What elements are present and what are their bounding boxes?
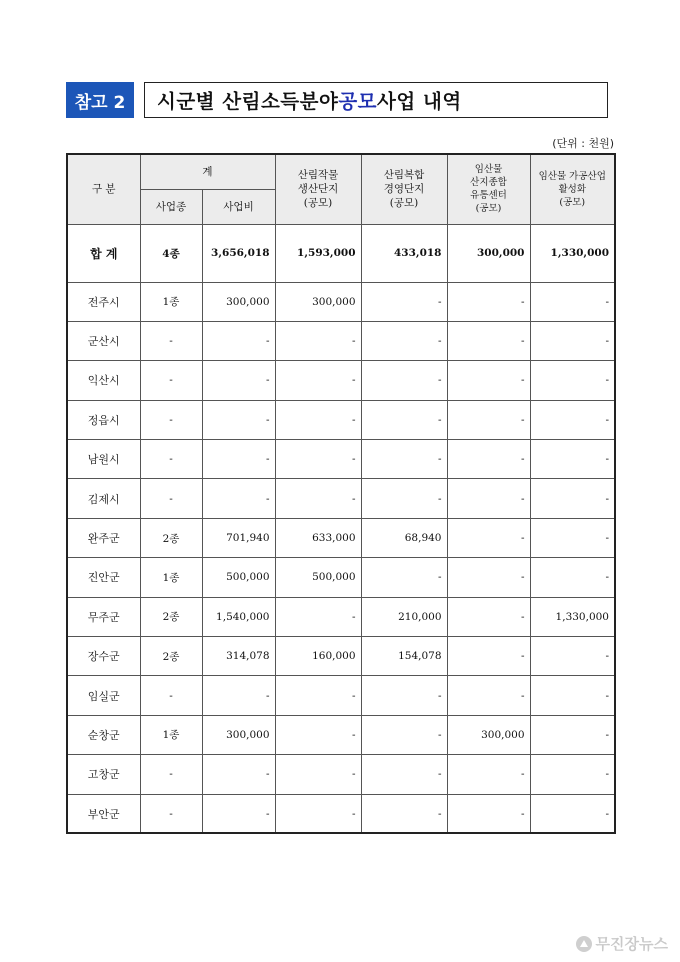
row-c3: - — [447, 558, 530, 597]
row-cost: - — [202, 755, 275, 794]
mountain-logo-icon — [576, 936, 592, 952]
row-c3: - — [447, 755, 530, 794]
row-c4: - — [530, 755, 615, 794]
unit-label: (단위 : 천원) — [552, 137, 614, 150]
reference-tag: 참고 2 — [66, 82, 134, 118]
row-c2: - — [361, 794, 447, 833]
total-c1: 1,593,000 — [275, 224, 361, 282]
row-c2: - — [361, 282, 447, 321]
row-c2: 68,940 — [361, 518, 447, 557]
row-cost: 701,940 — [202, 518, 275, 557]
row-count: 1종 — [140, 715, 202, 754]
page-title — [144, 82, 608, 118]
header-col1-line1: 산림작물 — [297, 169, 339, 182]
row-c3: - — [447, 361, 530, 400]
total-count: 4종 — [140, 224, 202, 282]
row-name: 정읍시 — [67, 400, 140, 439]
header-col2-line1: 산림복합 — [383, 169, 425, 182]
row-c1: - — [275, 440, 361, 479]
total-cost: 3,656,018 — [202, 224, 275, 282]
row-c4: - — [530, 321, 615, 360]
project-table — [66, 153, 616, 834]
row-c1: - — [275, 361, 361, 400]
row-c1: - — [275, 676, 361, 715]
row-c3: - — [447, 518, 530, 557]
row-c3: - — [447, 400, 530, 439]
row-c1: - — [275, 755, 361, 794]
row-c1: - — [275, 597, 361, 636]
row-c3: - — [447, 282, 530, 321]
row-count: - — [140, 400, 202, 439]
table-row — [67, 321, 615, 360]
title-text-highlight: 공모 — [338, 90, 378, 113]
row-cost: 300,000 — [202, 715, 275, 754]
row-count: 1종 — [140, 282, 202, 321]
row-c1: 500,000 — [275, 558, 361, 597]
table-row — [67, 440, 615, 479]
row-c4: - — [530, 637, 615, 676]
table-row — [67, 282, 615, 321]
row-c4: - — [530, 440, 615, 479]
row-c3: - — [447, 597, 530, 636]
header-cost: 사업비 — [202, 189, 275, 224]
row-c3: 300,000 — [447, 715, 530, 754]
header-col1-line3: (공모) — [303, 197, 333, 210]
row-c1: 160,000 — [275, 637, 361, 676]
row-c4: - — [530, 558, 615, 597]
row-c2: - — [361, 479, 447, 518]
row-c2: 210,000 — [361, 597, 447, 636]
row-cost: - — [202, 321, 275, 360]
row-c4: - — [530, 518, 615, 557]
row-count: - — [140, 361, 202, 400]
header-col3-line4: (공모) — [475, 203, 502, 215]
row-name: 장수군 — [67, 637, 140, 676]
table-row — [67, 597, 615, 636]
header-col3 — [447, 154, 530, 224]
row-c1: - — [275, 321, 361, 360]
row-count: 2종 — [140, 518, 202, 557]
row-count: - — [140, 440, 202, 479]
row-name: 군산시 — [67, 321, 140, 360]
row-name: 고창군 — [67, 755, 140, 794]
table-row — [67, 518, 615, 557]
row-c1: 300,000 — [275, 282, 361, 321]
header-col2 — [361, 154, 447, 224]
row-c3: - — [447, 676, 530, 715]
row-c4: 1,330,000 — [530, 597, 615, 636]
row-name: 진안군 — [67, 558, 140, 597]
row-c3: - — [447, 637, 530, 676]
row-c4: - — [530, 676, 615, 715]
row-c1: - — [275, 400, 361, 439]
row-name: 익산시 — [67, 361, 140, 400]
row-name: 순창군 — [67, 715, 140, 754]
header-col4-line2: 활성화 — [558, 183, 587, 195]
table-row — [67, 715, 615, 754]
row-cost: - — [202, 479, 275, 518]
row-c1: - — [275, 794, 361, 833]
row-cost: - — [202, 676, 275, 715]
row-c3: - — [447, 440, 530, 479]
row-count: - — [140, 755, 202, 794]
row-name: 남원시 — [67, 440, 140, 479]
row-c4: - — [530, 282, 615, 321]
row-name: 무주군 — [67, 597, 140, 636]
row-count: 2종 — [140, 637, 202, 676]
row-count: 1종 — [140, 558, 202, 597]
total-row — [67, 224, 615, 282]
total-name: 합 계 — [67, 224, 140, 282]
header-col4-line1: 임산물 가공산업 — [538, 170, 606, 182]
row-c3: - — [447, 794, 530, 833]
row-c1: - — [275, 715, 361, 754]
row-name: 김제시 — [67, 479, 140, 518]
row-c4: - — [530, 361, 615, 400]
table-row — [67, 361, 615, 400]
header-count: 사업종 — [140, 189, 202, 224]
row-name: 임실군 — [67, 676, 140, 715]
row-c4: - — [530, 794, 615, 833]
row-c2: - — [361, 676, 447, 715]
row-cost: - — [202, 400, 275, 439]
row-c4: - — [530, 400, 615, 439]
row-c2: - — [361, 400, 447, 439]
row-cost: - — [202, 440, 275, 479]
row-c4: - — [530, 479, 615, 518]
watermark — [576, 933, 668, 954]
row-cost: 1,540,000 — [202, 597, 275, 636]
row-c2: - — [361, 361, 447, 400]
row-c2: - — [361, 440, 447, 479]
row-cost: 500,000 — [202, 558, 275, 597]
header-col2-line3: (공모) — [389, 197, 419, 210]
header-col1-line2: 생산단지 — [297, 183, 339, 196]
table-row — [67, 479, 615, 518]
row-c4: - — [530, 715, 615, 754]
table-row — [67, 558, 615, 597]
row-c2: - — [361, 321, 447, 360]
total-c4: 1,330,000 — [530, 224, 615, 282]
row-count: 2종 — [140, 597, 202, 636]
header-col3-line1: 임산물 — [474, 164, 503, 176]
row-cost: 314,078 — [202, 637, 275, 676]
row-name: 완주군 — [67, 518, 140, 557]
row-c1: - — [275, 479, 361, 518]
row-name: 부안군 — [67, 794, 140, 833]
row-count: - — [140, 479, 202, 518]
row-c3: - — [447, 479, 530, 518]
header-col3-line3: 유통센터 — [470, 190, 507, 202]
row-cost: 300,000 — [202, 282, 275, 321]
watermark-text: 무진장뉴스 — [595, 935, 668, 953]
row-c2: 154,078 — [361, 637, 447, 676]
row-count: - — [140, 794, 202, 833]
header-col4 — [530, 154, 615, 224]
title-text-before: 시군별 산림소득분야 — [157, 90, 339, 113]
table-row — [67, 755, 615, 794]
table-row — [67, 637, 615, 676]
row-cost: - — [202, 794, 275, 833]
total-c2: 433,018 — [361, 224, 447, 282]
row-count: - — [140, 321, 202, 360]
row-c3: - — [447, 321, 530, 360]
header-category: 구 분 — [67, 154, 140, 224]
table-row — [67, 676, 615, 715]
title-box — [66, 82, 608, 118]
row-c1: 633,000 — [275, 518, 361, 557]
header-col1 — [275, 154, 361, 224]
row-c2: - — [361, 755, 447, 794]
total-c3: 300,000 — [447, 224, 530, 282]
row-name: 전주시 — [67, 282, 140, 321]
table-row — [67, 794, 615, 833]
row-c2: - — [361, 558, 447, 597]
header-col3-line2: 산지종합 — [470, 177, 507, 189]
header-col2-line2: 경영단지 — [383, 183, 425, 196]
row-c2: - — [361, 715, 447, 754]
table-row — [67, 400, 615, 439]
row-count: - — [140, 676, 202, 715]
header-col4-line3: (공모) — [559, 196, 586, 208]
title-text-after: 사업 내역 — [377, 90, 462, 113]
header-total: 계 — [140, 154, 275, 189]
row-cost: - — [202, 361, 275, 400]
